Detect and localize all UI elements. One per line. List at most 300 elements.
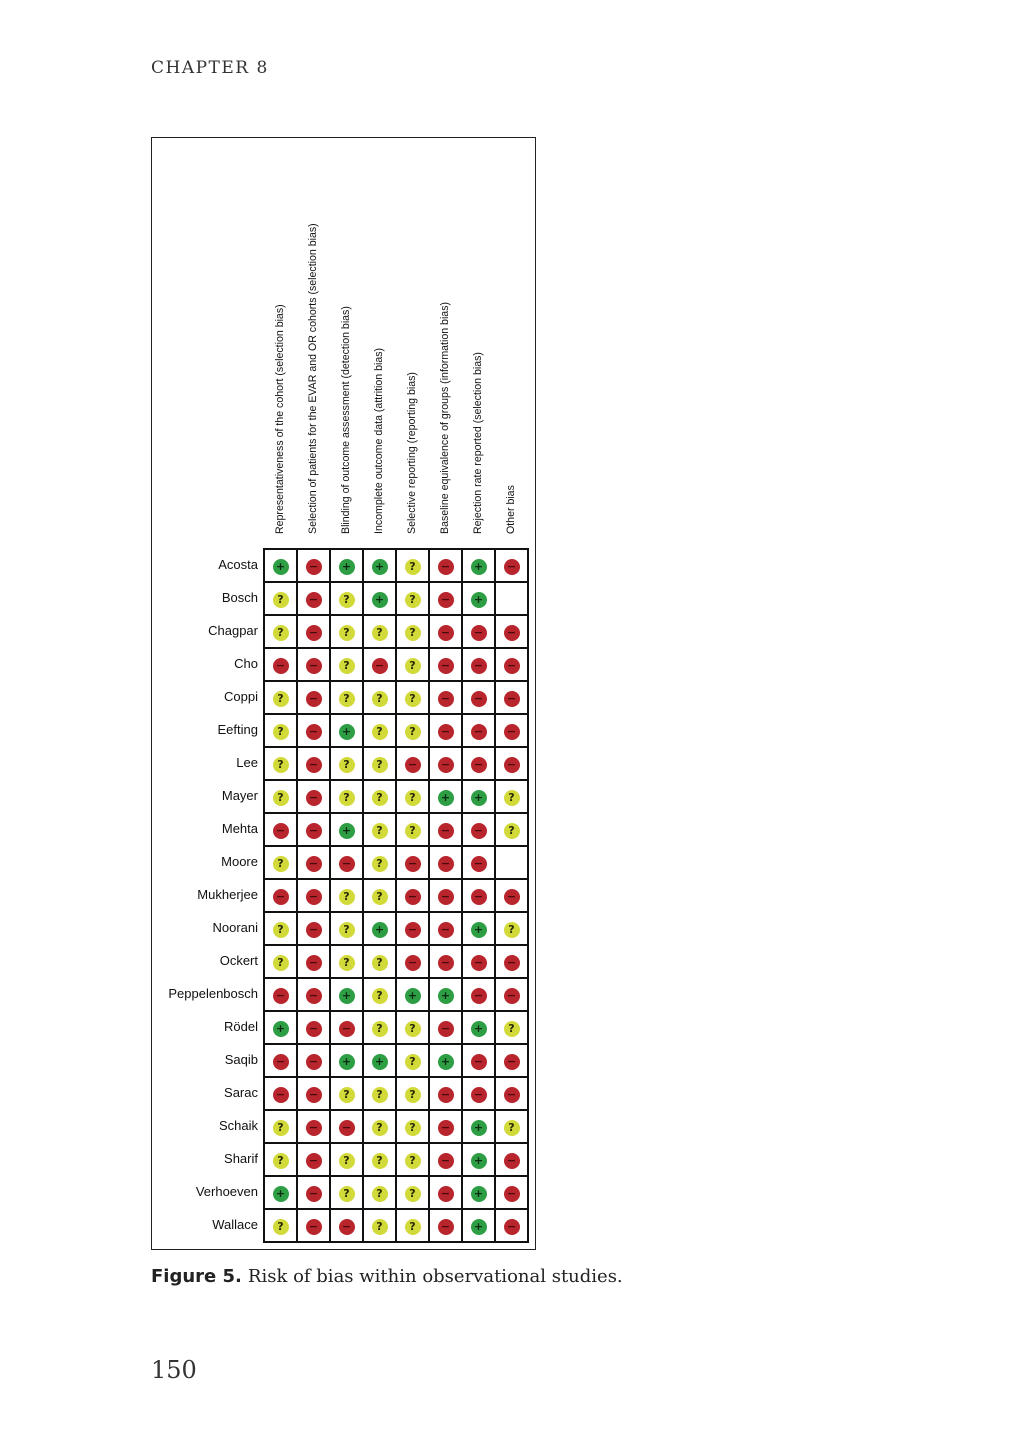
grid-cell <box>297 615 330 648</box>
caption-text: Risk of bias within observational studies. <box>247 1266 623 1287</box>
grid-cell <box>462 582 495 615</box>
grid-cell <box>330 912 363 945</box>
high-risk-icon: − <box>471 724 487 740</box>
table-row <box>264 681 528 714</box>
study-label: Ockert <box>219 953 258 968</box>
grid-cell <box>363 747 396 780</box>
grid-cell <box>495 945 528 978</box>
unclear-risk-icon: ? <box>339 922 355 938</box>
study-label: Noorani <box>212 920 258 935</box>
unclear-risk-icon: ? <box>339 955 355 971</box>
high-risk-icon: − <box>504 691 520 707</box>
high-risk-icon: − <box>504 1219 520 1235</box>
unclear-risk-icon: ? <box>273 1120 289 1136</box>
high-risk-icon: − <box>306 922 322 938</box>
high-risk-icon: − <box>306 1153 322 1169</box>
chapter-header: CHAPTER 8 <box>151 58 269 78</box>
study-label: Sarac <box>224 1085 258 1100</box>
high-risk-icon: − <box>504 559 520 575</box>
grid-cell <box>330 1011 363 1044</box>
grid-cell <box>297 747 330 780</box>
low-risk-icon: + <box>372 559 388 575</box>
grid-cell <box>297 549 330 582</box>
table-row <box>264 1044 528 1077</box>
grid-cell <box>462 549 495 582</box>
study-label: Acosta <box>218 557 258 572</box>
grid-cell <box>396 582 429 615</box>
grid-cell <box>429 945 462 978</box>
table-row <box>264 945 528 978</box>
high-risk-icon: − <box>438 1087 454 1103</box>
grid-cell <box>396 615 429 648</box>
grid-cell <box>429 879 462 912</box>
high-risk-icon: − <box>438 1153 454 1169</box>
high-risk-icon: − <box>471 955 487 971</box>
grid-cell <box>330 1176 363 1209</box>
unclear-risk-icon: ? <box>372 1219 388 1235</box>
grid-cell <box>264 780 297 813</box>
high-risk-icon: − <box>438 889 454 905</box>
grid-cell <box>297 1077 330 1110</box>
high-risk-icon: − <box>504 988 520 1004</box>
grid-cell <box>363 648 396 681</box>
high-risk-icon: − <box>339 856 355 872</box>
low-risk-icon: + <box>372 1054 388 1070</box>
grid-cell <box>429 1044 462 1077</box>
grid-cell <box>297 648 330 681</box>
table-row <box>264 879 528 912</box>
grid-cell <box>330 615 363 648</box>
grid-cell <box>330 1143 363 1176</box>
grid-cell <box>264 813 297 846</box>
unclear-risk-icon: ? <box>405 625 421 641</box>
table-row <box>264 1143 528 1176</box>
grid-cell <box>429 1011 462 1044</box>
grid-cell <box>297 1176 330 1209</box>
unclear-risk-icon: ? <box>405 823 421 839</box>
high-risk-icon: − <box>438 559 454 575</box>
grid-cell <box>264 648 297 681</box>
high-risk-icon: − <box>504 724 520 740</box>
high-risk-icon: − <box>471 691 487 707</box>
grid-cell <box>396 1176 429 1209</box>
unclear-risk-icon: ? <box>372 856 388 872</box>
high-risk-icon: − <box>438 1120 454 1136</box>
high-risk-icon: − <box>306 889 322 905</box>
study-label: Bosch <box>221 590 258 605</box>
grid-cell <box>396 1143 429 1176</box>
low-risk-icon: + <box>273 1186 289 1202</box>
grid-cell <box>330 1110 363 1143</box>
grid-cell <box>297 1044 330 1077</box>
table-row <box>264 1110 528 1143</box>
high-risk-icon: − <box>273 1054 289 1070</box>
unclear-risk-icon: ? <box>504 790 520 806</box>
column-header <box>329 150 362 546</box>
grid-cell <box>396 1110 429 1143</box>
column-header <box>263 150 296 546</box>
grid-cell <box>462 1176 495 1209</box>
low-risk-icon: + <box>471 1153 487 1169</box>
study-label: Cho <box>234 656 258 671</box>
low-risk-icon: + <box>372 922 388 938</box>
high-risk-icon: − <box>306 1219 322 1235</box>
high-risk-icon: − <box>504 1087 520 1103</box>
grid-cell <box>429 978 462 1011</box>
grid-cell <box>297 780 330 813</box>
grid-cell <box>330 648 363 681</box>
unclear-risk-icon: ? <box>273 790 289 806</box>
grid-cell <box>396 714 429 747</box>
low-risk-icon: + <box>471 1120 487 1136</box>
unclear-risk-icon: ? <box>372 757 388 773</box>
grid-cell <box>297 1110 330 1143</box>
figure-caption <box>151 1266 623 1287</box>
unclear-risk-icon: ? <box>504 1120 520 1136</box>
unclear-risk-icon: ? <box>273 856 289 872</box>
grid-cell <box>462 1143 495 1176</box>
high-risk-icon: − <box>471 757 487 773</box>
grid-cell <box>297 714 330 747</box>
unclear-risk-icon: ? <box>372 724 388 740</box>
high-risk-icon: − <box>471 823 487 839</box>
grid-cell <box>495 1110 528 1143</box>
unclear-risk-icon: ? <box>405 1054 421 1070</box>
study-label: Verhoeven <box>195 1184 258 1199</box>
unclear-risk-icon: ? <box>372 1153 388 1169</box>
unclear-risk-icon: ? <box>405 1186 421 1202</box>
table-row <box>264 615 528 648</box>
high-risk-icon: − <box>306 592 322 608</box>
grid-cell <box>396 1209 429 1242</box>
unclear-risk-icon: ? <box>273 757 289 773</box>
grid-cell <box>429 780 462 813</box>
low-risk-icon: + <box>372 592 388 608</box>
column-header <box>362 150 395 546</box>
high-risk-icon: − <box>438 856 454 872</box>
table-row <box>264 1209 528 1242</box>
grid-cell <box>264 1209 297 1242</box>
study-label: Moore <box>221 854 258 869</box>
grid-cell <box>297 1209 330 1242</box>
table-row <box>264 846 528 879</box>
column-header <box>395 150 428 546</box>
table-row <box>264 582 528 615</box>
high-risk-icon: − <box>306 1054 322 1070</box>
grid-cell <box>264 912 297 945</box>
unclear-risk-icon: ? <box>372 988 388 1004</box>
grid-cell <box>495 912 528 945</box>
grid-cell <box>495 813 528 846</box>
high-risk-icon: − <box>306 724 322 740</box>
grid-cell <box>462 1044 495 1077</box>
high-risk-icon: − <box>471 1054 487 1070</box>
study-label: Chagpar <box>208 623 258 638</box>
grid-cell <box>330 813 363 846</box>
grid-cell <box>495 1143 528 1176</box>
grid-cell <box>363 1011 396 1044</box>
study-label: Mayer <box>221 788 258 803</box>
grid-cell <box>462 1110 495 1143</box>
grid-cell <box>264 1011 297 1044</box>
column-headers <box>263 150 527 546</box>
grid-cell <box>264 582 297 615</box>
low-risk-icon: + <box>273 559 289 575</box>
table-row <box>264 1176 528 1209</box>
high-risk-icon: − <box>471 658 487 674</box>
column-header-label: Incomplete outcome data (attrition bias) <box>372 347 385 534</box>
table-row <box>264 648 528 681</box>
grid-cell <box>495 846 528 879</box>
grid-cell <box>462 1077 495 1110</box>
grid-cell <box>429 1077 462 1110</box>
grid-cell <box>330 1209 363 1242</box>
grid-cell <box>396 1044 429 1077</box>
risk-of-bias-grid <box>263 548 529 1243</box>
unclear-risk-icon: ? <box>339 757 355 773</box>
study-label: Mehta <box>221 821 258 836</box>
grid-cell <box>264 1110 297 1143</box>
grid-cell <box>429 1110 462 1143</box>
unclear-risk-icon: ? <box>339 889 355 905</box>
grid-cell <box>495 1077 528 1110</box>
grid-cell <box>429 582 462 615</box>
unclear-risk-icon: ? <box>372 823 388 839</box>
unclear-risk-icon: ? <box>405 691 421 707</box>
unclear-risk-icon: ? <box>273 1219 289 1235</box>
low-risk-icon: + <box>471 790 487 806</box>
high-risk-icon: − <box>339 1219 355 1235</box>
grid-cell <box>264 1044 297 1077</box>
high-risk-icon: − <box>504 1054 520 1070</box>
grid-cell <box>495 648 528 681</box>
column-header-label: Selection of patients for the EVAR and OR cohorts (selection bias) <box>306 223 319 534</box>
study-label: Rödel <box>224 1019 258 1034</box>
grid-cell <box>495 780 528 813</box>
high-risk-icon: − <box>306 757 322 773</box>
low-risk-icon: + <box>471 1219 487 1235</box>
column-header <box>461 150 494 546</box>
column-header-label: Blinding of outcome assessment (detection bias) <box>339 306 352 534</box>
high-risk-icon: − <box>306 823 322 839</box>
table-row <box>264 813 528 846</box>
column-header-label: Rejection rate reported (selection bias) <box>471 352 484 534</box>
grid-cell <box>297 582 330 615</box>
low-risk-icon: + <box>471 1186 487 1202</box>
grid-cell <box>396 648 429 681</box>
unclear-risk-icon: ? <box>339 625 355 641</box>
grid-cell <box>264 846 297 879</box>
unclear-risk-icon: ? <box>372 625 388 641</box>
grid-cell <box>297 681 330 714</box>
grid-cell <box>264 747 297 780</box>
unclear-risk-icon: ? <box>372 1021 388 1037</box>
grid-cell <box>264 945 297 978</box>
grid-cell <box>462 1209 495 1242</box>
study-label: Lee <box>236 755 258 770</box>
grid-cell <box>330 780 363 813</box>
high-risk-icon: − <box>471 889 487 905</box>
high-risk-icon: − <box>438 691 454 707</box>
study-label: Eefting <box>217 722 258 737</box>
unclear-risk-icon: ? <box>372 691 388 707</box>
grid-cell <box>429 1176 462 1209</box>
unclear-risk-icon: ? <box>273 592 289 608</box>
high-risk-icon: − <box>306 625 322 641</box>
unclear-risk-icon: ? <box>405 658 421 674</box>
high-risk-icon: − <box>306 1021 322 1037</box>
high-risk-icon: − <box>504 955 520 971</box>
grid-cell <box>264 549 297 582</box>
grid-cell <box>429 714 462 747</box>
high-risk-icon: − <box>306 955 322 971</box>
grid-cell <box>363 912 396 945</box>
unclear-risk-icon: ? <box>339 658 355 674</box>
high-risk-icon: − <box>306 658 322 674</box>
low-risk-icon: + <box>273 1021 289 1037</box>
grid-cell <box>297 813 330 846</box>
high-risk-icon: − <box>471 625 487 641</box>
grid-cell <box>429 1143 462 1176</box>
grid-cell <box>264 681 297 714</box>
grid-cell <box>462 747 495 780</box>
grid-cell <box>330 945 363 978</box>
grid-cell <box>429 912 462 945</box>
table-row <box>264 549 528 582</box>
grid-cell <box>396 549 429 582</box>
grid-cell <box>363 1110 396 1143</box>
grid-cell <box>396 912 429 945</box>
grid-cell <box>264 879 297 912</box>
high-risk-icon: − <box>273 823 289 839</box>
grid-cell <box>495 978 528 1011</box>
unclear-risk-icon: ? <box>372 790 388 806</box>
high-risk-icon: − <box>372 658 388 674</box>
grid-cell <box>363 1176 396 1209</box>
grid-cell <box>363 1143 396 1176</box>
grid-cell <box>495 615 528 648</box>
unclear-risk-icon: ? <box>405 1021 421 1037</box>
low-risk-icon: + <box>471 559 487 575</box>
low-risk-icon: + <box>405 988 421 1004</box>
grid-cell <box>396 1077 429 1110</box>
page-number: 150 <box>151 1356 197 1384</box>
high-risk-icon: − <box>438 724 454 740</box>
column-header <box>296 150 329 546</box>
grid-cell <box>429 1209 462 1242</box>
low-risk-icon: + <box>438 988 454 1004</box>
high-risk-icon: − <box>438 658 454 674</box>
high-risk-icon: − <box>504 889 520 905</box>
grid-cell <box>264 1077 297 1110</box>
table-row <box>264 780 528 813</box>
low-risk-icon: + <box>471 592 487 608</box>
high-risk-icon: − <box>339 1120 355 1136</box>
grid-cell <box>363 978 396 1011</box>
grid-cell <box>462 978 495 1011</box>
high-risk-icon: − <box>306 856 322 872</box>
grid-cell <box>297 978 330 1011</box>
grid-cell <box>396 846 429 879</box>
grid-cell <box>462 615 495 648</box>
unclear-risk-icon: ? <box>273 1153 289 1169</box>
unclear-risk-icon: ? <box>273 955 289 971</box>
grid-cell <box>429 648 462 681</box>
unclear-risk-icon: ? <box>339 691 355 707</box>
grid-cell <box>330 879 363 912</box>
grid-cell <box>396 945 429 978</box>
table-row <box>264 912 528 945</box>
grid-cell <box>462 912 495 945</box>
high-risk-icon: − <box>438 955 454 971</box>
high-risk-icon: − <box>339 1021 355 1037</box>
unclear-risk-icon: ? <box>273 691 289 707</box>
grid-cell <box>429 813 462 846</box>
grid-cell <box>396 780 429 813</box>
unclear-risk-icon: ? <box>405 1120 421 1136</box>
table-row <box>264 747 528 780</box>
grid-cell <box>462 681 495 714</box>
high-risk-icon: − <box>504 625 520 641</box>
grid-cell <box>396 747 429 780</box>
high-risk-icon: − <box>438 1186 454 1202</box>
table-row <box>264 978 528 1011</box>
high-risk-icon: − <box>471 856 487 872</box>
column-header <box>428 150 461 546</box>
grid-cell <box>495 747 528 780</box>
grid-cell <box>297 1011 330 1044</box>
unclear-risk-icon: ? <box>405 1219 421 1235</box>
unclear-risk-icon: ? <box>372 1186 388 1202</box>
grid-cell <box>429 549 462 582</box>
column-header-label: Baseline equivalence of groups (information bias) <box>438 301 451 534</box>
unclear-risk-icon: ? <box>372 1120 388 1136</box>
low-risk-icon: + <box>339 724 355 740</box>
unclear-risk-icon: ? <box>339 1186 355 1202</box>
study-label: Mukherjee <box>197 887 258 902</box>
grid-cell <box>330 714 363 747</box>
unclear-risk-icon: ? <box>405 1153 421 1169</box>
unclear-risk-icon: ? <box>273 625 289 641</box>
high-risk-icon: − <box>405 889 421 905</box>
high-risk-icon: − <box>273 1087 289 1103</box>
unclear-risk-icon: ? <box>339 790 355 806</box>
unclear-risk-icon: ? <box>504 922 520 938</box>
grid-cell <box>330 747 363 780</box>
grid-cell <box>264 978 297 1011</box>
grid-cell <box>462 780 495 813</box>
unclear-risk-icon: ? <box>405 559 421 575</box>
grid-cell <box>297 912 330 945</box>
grid-cell <box>363 582 396 615</box>
grid-cell <box>264 1176 297 1209</box>
grid-cell <box>297 1143 330 1176</box>
low-risk-icon: + <box>339 1054 355 1070</box>
grid-cell <box>363 615 396 648</box>
high-risk-icon: − <box>405 856 421 872</box>
grid-cell <box>462 945 495 978</box>
grid-cell <box>363 1209 396 1242</box>
grid-cell <box>462 648 495 681</box>
low-risk-icon: + <box>339 823 355 839</box>
high-risk-icon: − <box>306 691 322 707</box>
low-risk-icon: + <box>339 559 355 575</box>
high-risk-icon: − <box>306 988 322 1004</box>
unclear-risk-icon: ? <box>405 1087 421 1103</box>
grid-cell <box>363 945 396 978</box>
grid-cell <box>429 846 462 879</box>
high-risk-icon: − <box>273 988 289 1004</box>
